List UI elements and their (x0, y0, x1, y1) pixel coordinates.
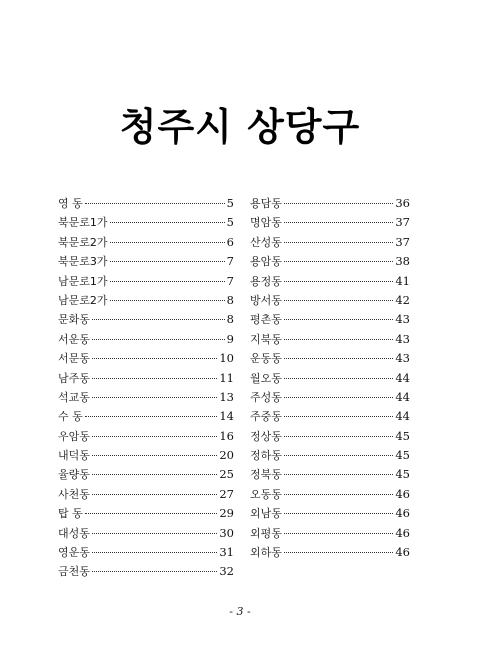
toc-entry-page: 7 (226, 254, 234, 269)
toc-entry (58, 194, 234, 213)
dot-leader (284, 494, 393, 495)
toc-entry-name: 주중동 (250, 410, 282, 424)
toc-entry-page: 46 (395, 545, 410, 560)
toc-entry-name: 남문로1가 (58, 274, 108, 288)
toc-entry-name: 문화동 (58, 313, 90, 327)
toc-entry (250, 388, 410, 407)
toc-entry (58, 465, 234, 484)
toc-entry-name: 석교동 (58, 390, 90, 404)
toc-entry-name: 영운동 (58, 546, 90, 560)
dot-leader (284, 533, 393, 534)
toc-entry-page: 44 (395, 370, 410, 385)
toc-entry-name: 방서동 (250, 293, 282, 307)
dot-leader (284, 281, 393, 282)
toc-entry-name: 남문로2가 (58, 293, 108, 307)
dot-leader (92, 455, 217, 456)
toc-entry-name: 명암동 (250, 216, 282, 230)
toc-entry (58, 543, 234, 562)
dot-leader (284, 339, 393, 340)
toc-column-right (250, 194, 410, 562)
toc-entry-name: 정북동 (250, 468, 282, 482)
toc-entry (250, 446, 410, 465)
dot-leader (92, 571, 217, 572)
toc-entry-name: 정하동 (250, 449, 282, 463)
toc-entry-name: 정상동 (250, 429, 282, 443)
toc-entry (58, 330, 234, 349)
toc-entry-name: 오동동 (250, 487, 282, 501)
toc-entry-page: 7 (226, 273, 234, 288)
dot-leader (92, 378, 217, 379)
toc-entry-name: 외평동 (250, 526, 282, 540)
dot-leader (284, 300, 393, 301)
toc-entry-name: 금천동 (58, 565, 90, 579)
toc-entry (250, 233, 410, 252)
dot-leader (110, 281, 225, 282)
dot-leader (85, 203, 225, 204)
toc-entry-name: 운동동 (250, 352, 282, 366)
toc-entry-name: 남주동 (58, 371, 90, 385)
dot-leader (284, 203, 393, 204)
toc-entry (58, 213, 234, 232)
toc-entry (250, 310, 410, 329)
toc-entry-page: 36 (395, 196, 410, 210)
toc-entry-page: 10 (219, 351, 234, 366)
toc-entry (250, 504, 410, 523)
toc-entry (58, 349, 234, 368)
toc-entry (58, 272, 234, 291)
dot-leader (284, 416, 393, 417)
toc-entry-name: 율량동 (58, 468, 90, 482)
dot-leader (284, 436, 393, 437)
toc-entry-page: 9 (226, 331, 234, 346)
toc-entry-name: 영 동 (58, 197, 83, 210)
toc-entry-page: 46 (395, 486, 410, 501)
toc-entry-name: 내덕동 (58, 449, 90, 463)
toc-entry-page: 45 (395, 448, 410, 463)
toc-entry-name: 용담동 (250, 197, 282, 210)
toc-entry-name: 우암동 (58, 429, 90, 443)
toc-entry (250, 465, 410, 484)
toc-entry-page: 30 (219, 525, 234, 540)
toc-entry (250, 252, 410, 271)
toc-entry-page: 16 (219, 428, 234, 443)
toc-entry-name: 북문로3가 (58, 255, 108, 269)
toc-entry-name: 서운동 (58, 332, 90, 346)
toc-entry-page: 38 (395, 254, 410, 269)
toc-entry-page: 8 (226, 292, 234, 307)
toc-entry-name: 산성동 (250, 235, 282, 249)
toc-entry-page: 29 (219, 506, 234, 521)
toc-entry (58, 562, 234, 581)
toc-entry-name: 외남동 (250, 507, 282, 521)
toc-entry (58, 291, 234, 310)
toc-entry (58, 407, 234, 426)
toc-entry-page: 46 (395, 525, 410, 540)
dot-leader (284, 552, 393, 553)
dot-leader (110, 242, 225, 243)
dot-leader (284, 261, 393, 262)
toc-entry-page: 45 (395, 428, 410, 443)
toc-entry (58, 446, 234, 465)
dot-leader (92, 552, 217, 553)
toc-entry-page: 6 (226, 234, 234, 249)
toc-entry-page: 43 (395, 312, 410, 327)
toc-entry (250, 194, 410, 213)
toc-entry-page: 42 (395, 292, 410, 307)
toc-entry-page: 8 (226, 312, 234, 327)
toc-entry-name: 용정동 (250, 274, 282, 288)
dot-leader (110, 222, 225, 223)
toc-entry-name: 주성동 (250, 390, 282, 404)
toc-entry-page: 44 (395, 389, 410, 404)
toc-entry (58, 369, 234, 388)
toc-entry-page: 5 (226, 196, 234, 210)
toc-entry-page: 37 (395, 234, 410, 249)
toc-entry-page: 41 (395, 273, 410, 288)
dot-leader (92, 436, 217, 437)
toc-entry (250, 524, 410, 543)
toc-column-left (58, 194, 234, 582)
dot-leader (92, 474, 217, 475)
page-number: - 3 - (229, 605, 251, 618)
page-title: 청주시 상당구 (119, 105, 361, 149)
toc-entry (58, 388, 234, 407)
dot-leader (284, 397, 393, 398)
toc-entry-page: 25 (219, 467, 234, 482)
toc-entry (250, 407, 410, 426)
toc-entry-name: 외하동 (250, 546, 282, 560)
dot-leader (284, 455, 393, 456)
dot-leader (110, 261, 225, 262)
toc-entry-page: 43 (395, 351, 410, 366)
toc-entry-page: 20 (219, 448, 234, 463)
toc-entry-page: 13 (219, 389, 234, 404)
toc-entry-page: 11 (219, 370, 234, 385)
dot-leader (284, 513, 393, 514)
dot-leader (92, 494, 217, 495)
dot-leader (85, 416, 218, 417)
dot-leader (284, 474, 393, 475)
dot-leader (284, 378, 393, 379)
toc-entry (58, 427, 234, 446)
toc-entry (58, 485, 234, 504)
dot-leader (110, 300, 225, 301)
toc-entry-page: 43 (395, 331, 410, 346)
dot-leader (85, 513, 218, 514)
dot-leader (284, 358, 393, 359)
toc-entry (250, 369, 410, 388)
dot-leader (284, 222, 393, 223)
toc-entry-name: 대성동 (58, 526, 90, 540)
toc-entry (58, 504, 234, 523)
toc-entry (58, 524, 234, 543)
dot-leader (92, 358, 217, 359)
toc-entry (250, 330, 410, 349)
toc-entry-name: 서문동 (58, 352, 90, 366)
dot-leader (92, 339, 225, 340)
dot-leader (92, 533, 217, 534)
toc-entry-name: 평촌동 (250, 313, 282, 327)
toc-entry-page: 45 (395, 467, 410, 482)
toc-entry-name: 지북동 (250, 332, 282, 346)
toc-entry-page: 32 (219, 564, 234, 579)
toc-entry (250, 349, 410, 368)
toc-entry-page: 5 (226, 215, 234, 230)
toc-entry (58, 252, 234, 271)
toc-entry (250, 427, 410, 446)
dot-leader (284, 242, 393, 243)
toc-entry-name: 용암동 (250, 255, 282, 269)
dot-leader (92, 319, 225, 320)
toc-entry-name: 북문로1가 (58, 216, 108, 230)
toc-entry (58, 233, 234, 252)
toc-entry (250, 485, 410, 504)
toc-entry-name: 사천동 (58, 487, 90, 501)
dot-leader (92, 397, 217, 398)
toc-entry (58, 310, 234, 329)
toc-entry (250, 543, 410, 562)
dot-leader (284, 319, 393, 320)
toc-entry-name: 수 동 (58, 410, 83, 424)
toc-entry-page: 27 (219, 486, 234, 501)
toc-entry-name: 월오동 (250, 371, 282, 385)
toc-entry (250, 291, 410, 310)
toc-entry-page: 44 (395, 409, 410, 424)
toc-entry-page: 31 (219, 545, 234, 560)
toc-entry (250, 213, 410, 232)
toc-entry-page: 14 (219, 409, 234, 424)
toc-entry-name: 북문로2가 (58, 235, 108, 249)
toc-entry-page: 37 (395, 215, 410, 230)
toc-entry-page: 46 (395, 506, 410, 521)
toc-entry (250, 272, 410, 291)
toc-entry-name: 탑 동 (58, 507, 83, 521)
